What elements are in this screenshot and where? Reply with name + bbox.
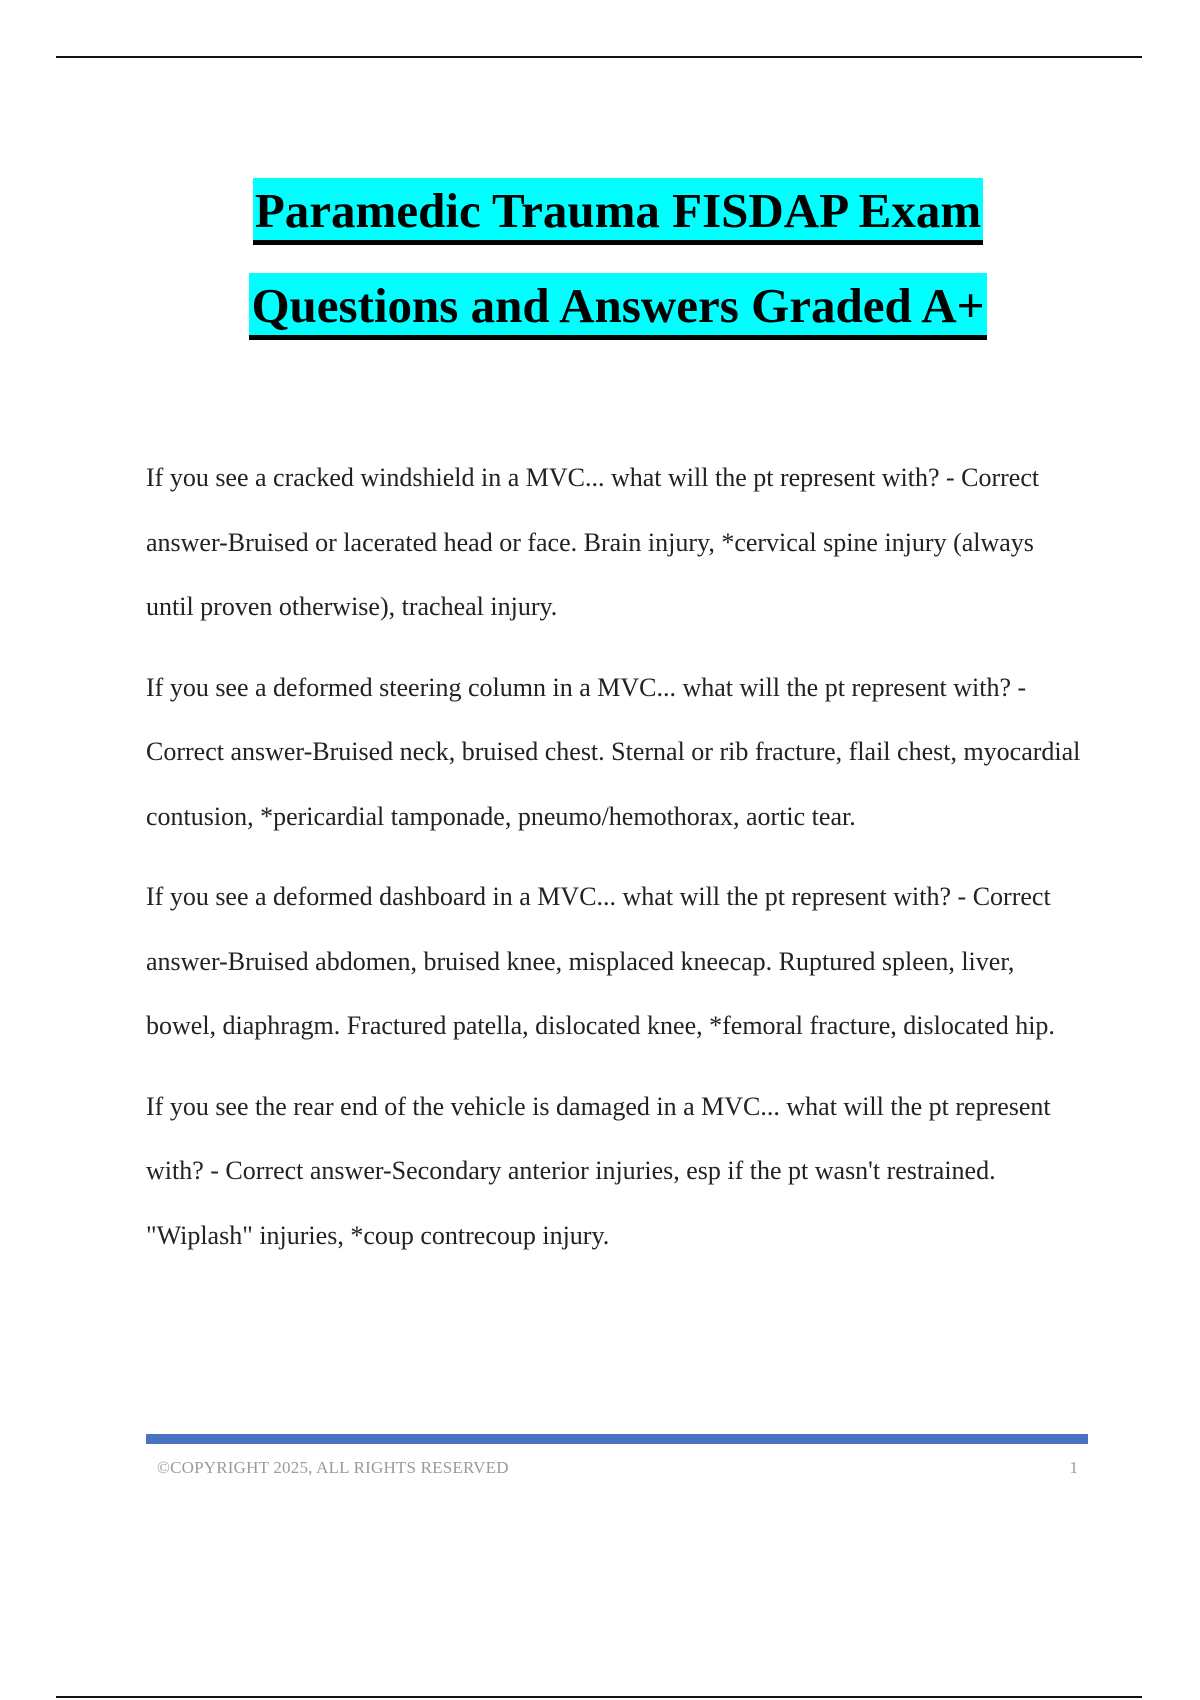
qa-list (146, 446, 1086, 1268)
document-title (0, 178, 1200, 340)
header-rule (56, 56, 1142, 58)
title-line-1: Paramedic Trauma FISDAP Exam (253, 178, 983, 245)
footer-copyright: ©COPYRIGHT 2025, ALL RIGHTS RESERVED (157, 1458, 509, 1477)
footer-page-number: 1 (1069, 1458, 1078, 1477)
qa-entry-deformed-steering-column: If you see a deformed steering column in a MVC... what will the pt represent with? - Correct answer-Bruised neck, bruised chest. Sternal or rib fracture, flail chest, myocardial contusion, *pericardial tamponade, pneumo/hemothorax, aortic tear. (146, 672, 1081, 831)
bottom-rule (56, 1696, 1142, 1698)
qa-entry-cracked-windshield: If you see a cracked windshield in a MVC... what will the pt represent with? - Correct answer-Bruised or lacerated head or face. Brain injury, *cervical spine injury (always until proven otherwise), tracheal injury. (146, 463, 1040, 621)
qa-entry-rear-end-damage: If you see the rear end of the vehicle is damaged in a MVC... what will the pt represent with? - Correct answer-Secondary anterior injuries, esp if the pt wasn't restrained. "Wiplash" injuries, *coup contrecoup injury. (146, 1091, 1051, 1250)
footer-bar (146, 1434, 1088, 1444)
title-line-2: Questions and Answers Graded A+ (249, 273, 986, 340)
qa-entry-deformed-dashboard: If you see a deformed dashboard in a MVC... what will the pt represent with? - Correct answer-Bruised abdomen, bruised knee, misplaced kneecap. Ruptured spleen, liver, bowel, diaphragm. Fractured patella, dislocated knee, *femoral fracture, dislocated hip. (146, 882, 1055, 1040)
